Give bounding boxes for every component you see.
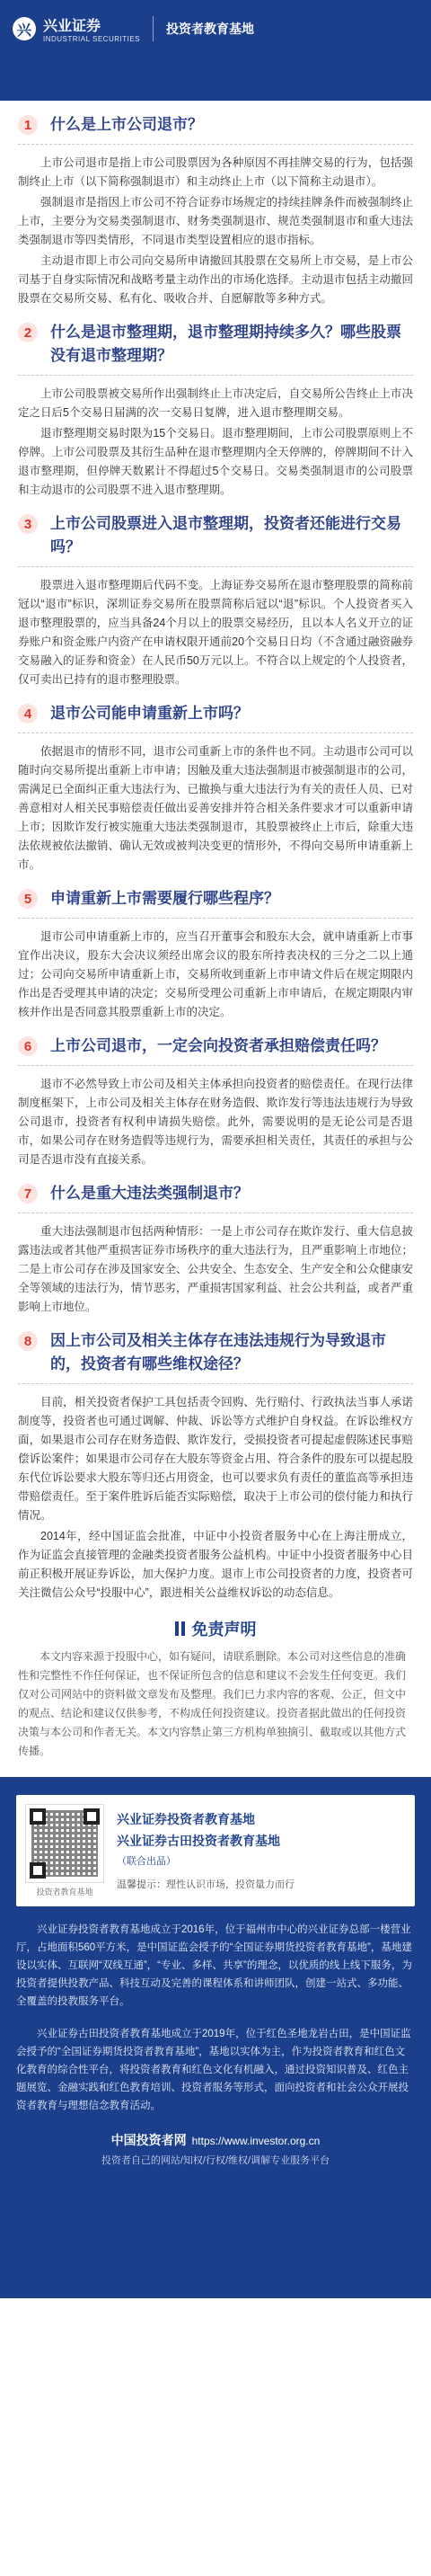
header-divider — [153, 16, 154, 41]
section-paragraph: 上市公司股票被交易所作出强制终止上市决定后，自交易所公告终止上市决定之日后5个交易日届满的次一交易日复牌，进入退市整理期交易。 — [18, 387, 413, 419]
footer-base-1: 兴业证券投资者教育基地 — [117, 1812, 255, 1826]
section-heading — [18, 512, 413, 567]
bars-icon — [175, 1621, 185, 1636]
section-title: 什么是退市整理期，退市整理期持续多久？哪些股票没有退市整理期？ — [50, 324, 401, 364]
faq-section — [18, 113, 413, 308]
section-paragraph: 主动退市即上市公司向交易所申请撤回其股票在交易所上市交易，是上市公司基于自身实际情况和战略考量主动作出的市场化选择。主动退市包括主动撤回股票在交易所交易、私有化、吸收合并、自愿解散等多种方式。 — [18, 254, 413, 305]
brand-name: 兴业证券 — [43, 19, 101, 34]
footer — [0, 1777, 431, 2298]
section-paragraph: 依据退市的情形不同，退市公司重新上市的条件也不同。主动退市公司可以随时向交易所提出重新上市申请；因触及重大违法强制退市被强制退市的公司，需满足已全面纠正重大违法行为、已撤换与重大违法行为有关的责任人员、已对善意相对人相关民事赔偿责任做出妥善安排并符合相关条件要求才可以重新申请上市；因欺诈发行被实施重大违法类强制退市，其股票被终止上市后，除重大违法依规被依法撤销、确认无效或被判决变更的情形外，不得向交易所申请重新上市。 — [18, 745, 413, 871]
section-paragraph: 目前，相关投资者保护工具包括责令回购、先行赔付、行政执法当事人承诺制度等，投资者也可通过调解、仲裁、诉讼等方式维护自身权益。在诉讼维权方面，如果退市公司存在财务造假、欺诈发行，受损投资者可提起虚假陈述民事赔偿诉讼案件；如果退市公司存在大股东等资金占用、符合条件的股东可以提起股东代位诉讼要求大股东等归还占用资金，也可以要求负有责任的董监高等承担违带赔偿责任。至于案件胜诉后能否实际赔偿，取决于上市公司的偿付能力和执行情况。 — [18, 1396, 413, 1522]
site-line — [16, 2131, 415, 2149]
section-paragraph: 重大违法强制退市包括两种情形：一是上市公司存在欺诈发行、重大信息披露违法或者其他严重损害证券市场秩序的重大违法行为，且严重影响上市地位；二是上市公司存在涉及国家安全、公共安全、生态安全、生产安全和公众健康安全等领域的违法行为，情节恶劣，严重损害国家利益、社会公共利益，或者严重影响上市地位。 — [18, 1225, 413, 1313]
section-heading — [18, 1329, 413, 1384]
disclaimer — [18, 1617, 413, 1761]
section-paragraph: 上市公司退市是指上市公司股票因为各种原因不再挂牌交易的行为，包括强制终止上市（以下简称强制退市）和主动终止上市（以下简称主动退市）。 — [18, 156, 413, 188]
section-number: 6 — [18, 1036, 38, 1056]
disclaimer-heading — [18, 1617, 413, 1640]
section-heading — [18, 113, 413, 145]
section-title: 退市公司能申请重新上市吗？ — [50, 705, 249, 722]
faq-section — [18, 702, 413, 875]
section-number: 3 — [18, 514, 38, 534]
edu-base-title: 投资者教育基地 — [166, 22, 254, 36]
section-number: 1 — [18, 115, 38, 135]
section-title: 因上市公司及相关主体存在违法违规行为导致退市的，投资者有哪些维权途径？ — [50, 1332, 386, 1372]
site-url-link[interactable]: https://www.investor.org.cn — [191, 2135, 321, 2147]
footer-paragraph-2: 兴业证券古田投资者教育基地成立于2019年，位于红色圣地龙岩古田，是中国证监会授予的“全国证券期货投资者教育基地”，基地以实体为主，作为投资者教育和红色文化教育的综合性平台，将投资者教育和红色文化有机融入，通过投资知识普及、红色主题展览、金融实践和红色教育培训、投资者服务等形式，面向投资者和社会公众开展投资者教育与理想信念教育活动。 — [16, 2029, 411, 2111]
disclaimer-text: 本文内容来源于投服中心，如有疑问，请联系删除。本公司对这些信息的准确性和完整性不作任何保证，也不保证所包含的信息和建议不会发生任何变更。我们仅对公司网站中的资料做文章发布及整理。我们已力求内容的客观、公正，但文中的观点、结论和建议仅供参考，不构成任何投资建议。投资者据此做出的任何投资决策与本公司和作者无关。本文内容禁止第三方机构单独摘引、截取或以其他方式传播。 — [18, 1650, 407, 1757]
footer-lines — [117, 1804, 295, 1897]
section-number: 8 — [18, 1331, 38, 1351]
section-number: 7 — [18, 1184, 38, 1204]
faq-section — [18, 1182, 413, 1317]
section-paragraph: 退市不必然导致上市公司及相关主体承担向投资者的赔偿责任。在现行法律制度框架下，上市公司及相关主体存在财务造假、欺诈发行等违法违规行为导致公司退市，投资者有权利申请损失赔偿。此外，需要说明的是无论公司是否退市，如果公司存在财务造假等违规行为，需要承担相关责任，其责任的承担与公司是否退市没有直接关系。 — [18, 1078, 413, 1166]
logo-icon: 兴 — [13, 17, 36, 40]
footer-slogan: 温馨提示：理性认识市场，投资量力而行 — [117, 1879, 295, 1890]
footer-paragraph-1: 兴业证券投资者教育基地成立于2016年，位于福州市中心的兴业证券总部一楼营业厅，占地面积560平方米，是中国证监会授予的“全国证券期货投资者教育基地”，基地建设以实体、互联网“双线互通”，“专业、多样、共享”的理念，以优质的线上线下服务，为投资者提供投教产品、科技互动及完善的课程体系和讲师团队，创建一站式、多功能、全覆盖的投教服务平台。 — [16, 1924, 412, 2007]
footer-site — [16, 2131, 415, 2167]
header-logo-row — [13, 14, 254, 43]
disclaimer-title: 免责声明 — [191, 1621, 257, 1639]
faq-section — [18, 1329, 413, 1603]
section-number: 2 — [18, 323, 38, 342]
site-tagline: 投资者自己的网站/知权/行权/维权/调解专业服务平台 — [101, 2155, 330, 2166]
section-heading — [18, 1035, 413, 1066]
section-paragraph: 股票进入退市整理期后代码不变。上海证券交易所在退市整理股票的简称前冠以“退市”标识，深圳证券交易所在股票简称后冠以“退”标识。个人投资者买入退市整理股票的，应当具备24个月以上的股票交易经历，且以本人名义开立的证券账户和资金账户内资产在申请权限开通前20个交易日日均（不含通过融资融券交易融入的证券和资金）在人民币50万元以上。不符合以上规定的个人投资者，仅可卖出已持有的退市整理股票。 — [18, 579, 413, 686]
section-paragraph: 强制退市是指因上市公司不符合证券市场规定的持续挂牌条件而被强制终止上市，主要分为交易类强制退市、财务类强制退市、规范类强制退市和重大违法类强制退市等四类情形，不同退市类型设置相应的退市指标。 — [18, 196, 413, 246]
qr-code-icon — [25, 1804, 104, 1883]
section-paragraph: 2014年，经中国证监会批准，中证中小投资者服务中心在上海注册成立，作为证监会直接管理的金融类投资者服务公益机构。中证中小投资者服务中心目前正积极开展证券诉讼，加大保护力度。退市上市公司投资者的力度，投资者可关注微信公众号“投服中心”，跟进相关公益维权诉讼的动态信息。 — [18, 1530, 413, 1599]
header-banner — [0, 0, 431, 101]
section-heading — [18, 321, 413, 376]
brand-block — [43, 14, 140, 43]
section-number: 4 — [18, 704, 38, 724]
section-heading — [18, 887, 413, 919]
section-title: 上市公司退市，一定会向投资者承担赔偿责任吗？ — [50, 1037, 386, 1054]
section-title: 上市公司股票进入退市整理期，投资者还能进行交易吗？ — [50, 515, 401, 555]
qr-caption: 投资者教育基地 — [36, 1888, 93, 1896]
section-number: 5 — [18, 889, 38, 909]
section-heading — [18, 702, 413, 733]
footer-card — [16, 1795, 415, 1906]
site-name: 中国投资者网 — [110, 2133, 187, 2147]
section-paragraph: 退市公司申请重新上市的，应当召开董事会和股东大会，就申请重新上市事宜作出决议，股东大会决议须经出席会议的股东所持表决权的三分之二以上通过；公司向交易所申请重新上市，交易所收到重新上市申请文件后在规定期限内作出是否受理其申请的决定；交易所受理公司重新上市申请后，在规定期限内审核并作出是否同意其股票重新上市的决定。 — [18, 930, 413, 1018]
qr-block — [25, 1804, 104, 1897]
section-title: 什么是重大违法类强制退市？ — [50, 1185, 249, 1202]
section-title: 申请重新上市需要履行哪些程序？ — [50, 890, 279, 907]
section-paragraph: 退市整理期交易时限为15个交易日。退市整理期间，上市公司股票原则上不停牌。上市公司股票及其衍生品种在退市整理期内全天停牌的，停牌期间不计入退市整理期，但停牌天数累计不得超过5个交易日。交易类强制退市的公司股票和主动退市的公司股票不进入退市整理期。 — [18, 427, 413, 496]
faq-section — [18, 512, 413, 689]
brand-subtitle: INDUSTRIAL SECURITIES — [43, 35, 140, 43]
footer-base-2: 兴业证券古田投资者教育基地 — [117, 1834, 280, 1848]
article-body — [0, 113, 431, 1761]
faq-section — [18, 321, 413, 500]
section-heading — [18, 1182, 413, 1213]
section-list — [18, 113, 413, 1603]
faq-section — [18, 887, 413, 1022]
footer-joint: （联合出品） — [117, 1856, 176, 1867]
section-title: 什么是上市公司退市？ — [50, 116, 203, 133]
faq-section — [18, 1035, 413, 1169]
